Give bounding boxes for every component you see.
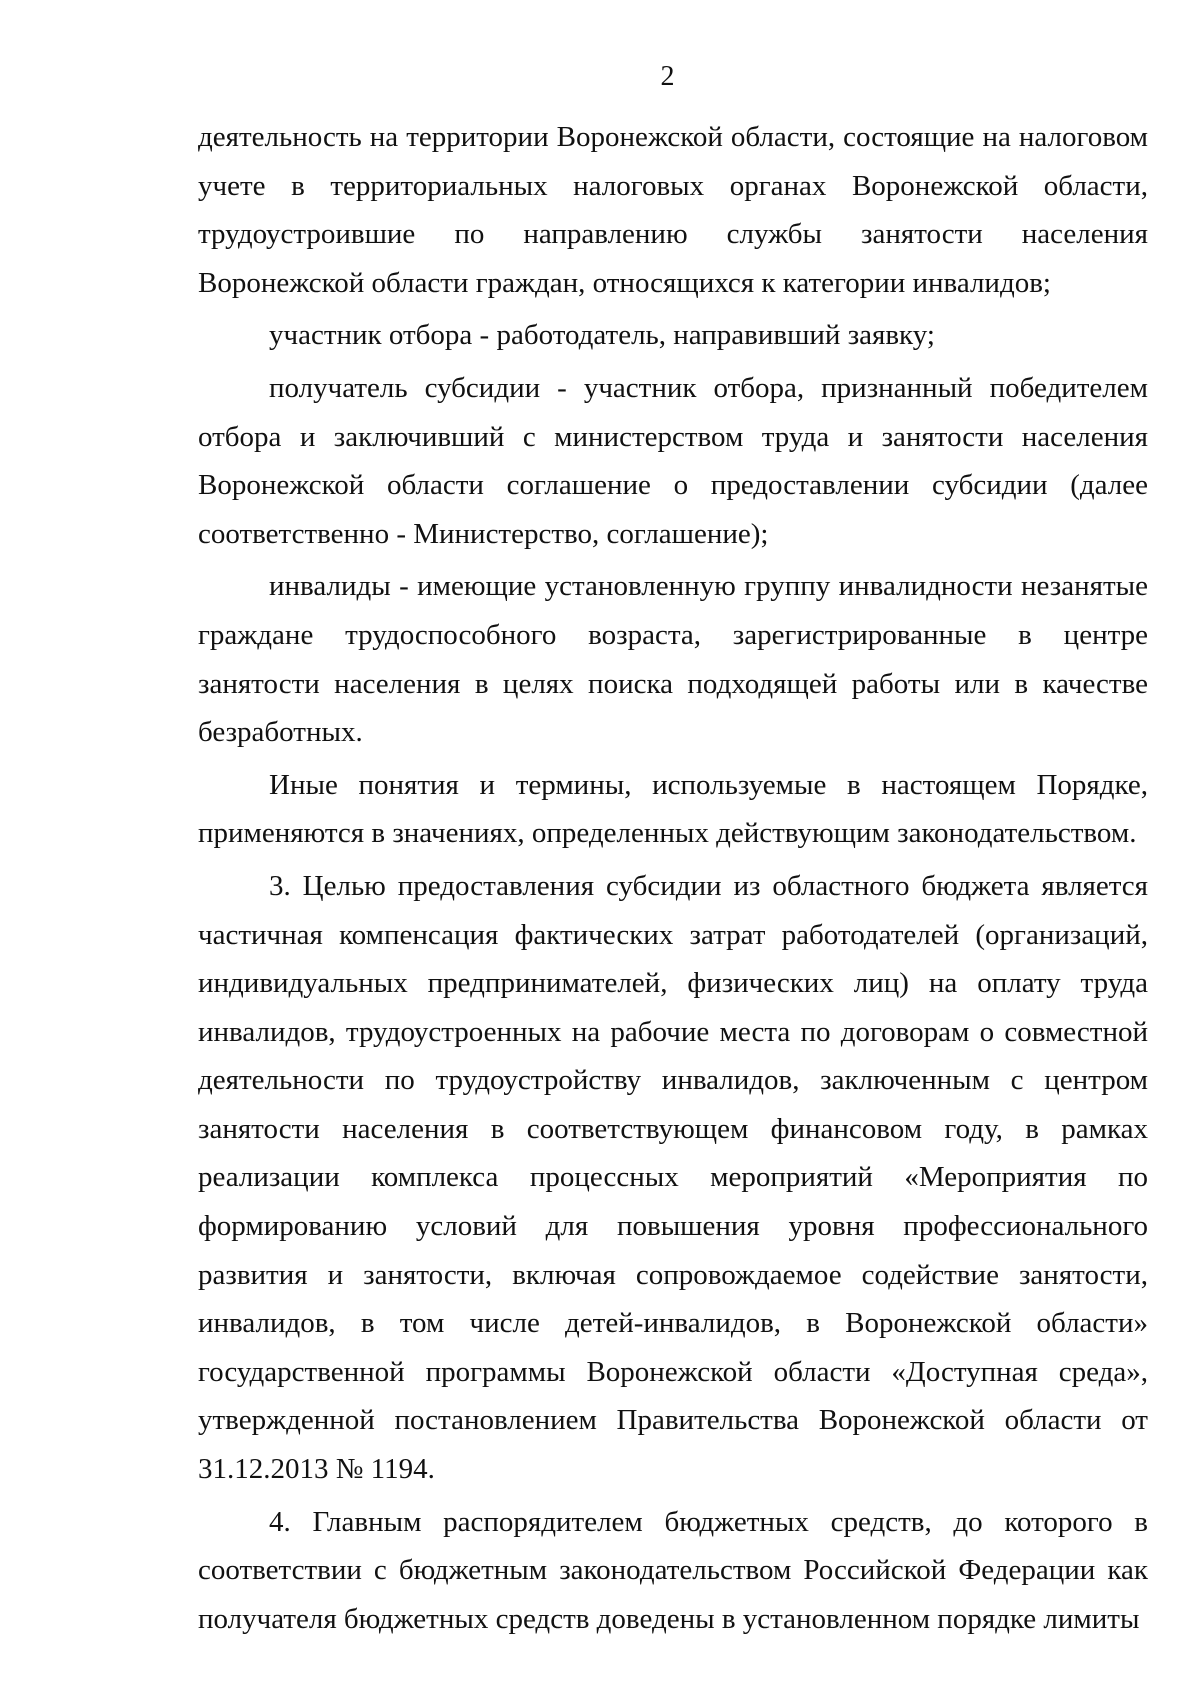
- paragraph-other-terms: Иные понятия и термины, используемые в настоящем Порядке, применяются в значениях, определенных действующим законодательством.: [198, 768, 1148, 850]
- paragraph-subsidy-recipient: получатель субсидии - участник отбора, признанный победителем отбора и заключивший с министерством труда и занятости населения Воронежской области соглашение о предоставлении субсидии (далее соответственно - Министерство, соглашение);: [198, 371, 1148, 550]
- document-body: [198, 113, 1148, 1643]
- paragraph-disabled-persons: инвалиды - имеющие установленную группу инвалидности незанятые граждане трудоспособного возраста, зарегистрированные в центре занятости населения в целях поиска подходящей работы или в качестве безработных.: [198, 570, 1148, 749]
- paragraph-section-4-main-manager: 4. Главным распорядителем бюджетных средств, до которого в соответствии с бюджетным законодательством Российской Федерации как получателя бюджетных средств доведены в установленном порядке лимиты: [198, 1505, 1148, 1635]
- paragraph-selection-participant: участник отбора - работодатель, направивший заявку;: [269, 319, 935, 352]
- paragraph-section-3-purpose: 3. Целью предоставления субсидии из областного бюджета является частичная компенсация фактических затрат работодателей (организаций, индивидуальных предпринимателей, физических лиц) на оплату труда инвалидов, трудоустроенных на рабочие места по договорам о совместной деятельности по трудоустройству инвалидов, заключенным с центром занятости населения в соответствующем финансовом году, в рамках реализации комплекса процессных мероприятий «Мероприятия по формированию условий для повышения уровня профессионального развития и занятости, включая сопровождаемое содействие занятости, инвалидов, в том числе детей-инвалидов, в Воронежской области» государственной программы Воронежской области «Доступная среда», утвержденной постановлением Правительства Воронежской области от 31.12.2013 № 1194.: [198, 869, 1148, 1486]
- page-number: 2: [660, 61, 675, 92]
- paragraph-employers-definition-continued: деятельность на территории Воронежской области, состоящие на налоговом учете в территориальных налоговых органах Воронежской области, трудоустроившие по направлению службы занятости населения Воронежской области граждан, относящихся к категории инвалидов;: [198, 121, 1148, 299]
